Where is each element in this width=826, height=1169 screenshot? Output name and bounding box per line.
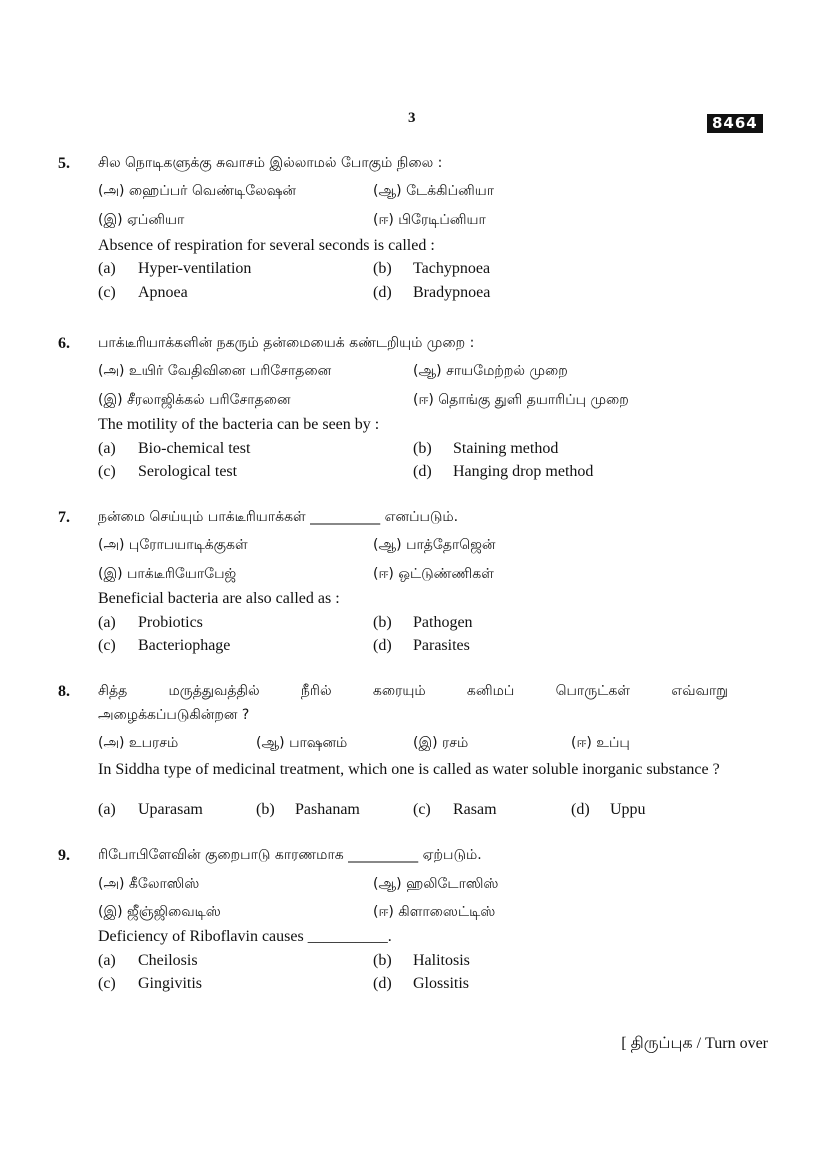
option-label-b: (b): [413, 440, 432, 457]
option-label-d: (d): [413, 463, 432, 480]
option-label-a: (a): [98, 614, 116, 631]
option-text-a: Bio-chemical test: [138, 440, 251, 457]
option-tamil-b: (ஆ) சாயமேற்றல் முறை: [413, 363, 568, 379]
option-label-b: (b): [373, 614, 392, 631]
question-number: 5.: [58, 155, 70, 172]
option-tamil-c: (இ) சீரலாஜிக்கல் பரிசோதனை: [98, 392, 291, 408]
question-number: 8.: [58, 683, 70, 700]
option-tamil-b: (ஆ) பாஷனம்: [256, 735, 348, 751]
question-stem-english: In Siddha type of medicinal treatment, which one is called as water soluble inorganic substance ?: [98, 761, 720, 778]
option-text-b: Pathogen: [413, 614, 473, 631]
option-tamil-d: (ஈ) ஒட்டுண்ணிகள்: [373, 566, 494, 582]
option-label-c: (c): [98, 975, 116, 992]
question-number: 7.: [58, 509, 70, 526]
option-tamil-c: (இ) ரசம்: [413, 735, 469, 751]
option-text-c: Serological test: [138, 463, 238, 480]
option-label-b: (b): [373, 260, 392, 277]
option-tamil-d: (ஈ) தொங்கு துளி தயாரிப்பு முறை: [413, 392, 629, 408]
option-label-a: (a): [98, 260, 116, 277]
option-label-b: (b): [256, 801, 275, 818]
option-tamil-d: (ஈ) உப்பு: [571, 735, 630, 751]
option-label-d: (d): [373, 637, 392, 654]
question-stem-tamil-line2: அழைக்கப்படுகின்றன ?: [98, 707, 250, 723]
question-stem-tamil: பாக்டீரியாக்களின் நகரும் தன்மையைக் கண்டறியும் முறை :: [98, 335, 475, 351]
option-tamil-a: (அ) ஹைப்பர் வெண்டிலேஷன்: [98, 183, 296, 199]
option-tamil-a: (அ) புரோபயாடிக்குகள்: [98, 537, 248, 553]
option-label-d: (d): [373, 975, 392, 992]
question-stem-english: Beneficial bacteria are also called as :: [98, 590, 340, 607]
question-stem-english: The motility of the bacteria can be seen by :: [98, 416, 380, 433]
option-label-a: (a): [98, 440, 116, 457]
question-number: 9.: [58, 847, 70, 864]
option-text-b: Halitosis: [413, 952, 470, 969]
option-tamil-a: (அ) உபரசம்: [98, 735, 179, 751]
option-label-c: (c): [413, 801, 431, 818]
option-label-c: (c): [98, 463, 116, 480]
option-text-a: Hyper-ventilation: [138, 260, 252, 277]
option-tamil-b: (ஆ) ஹலிடோஸிஸ்: [373, 876, 499, 892]
paper-code-badge: 8464: [707, 114, 763, 133]
option-text-d: Uppu: [610, 801, 646, 818]
option-tamil-c: (இ) ஏப்னியா: [98, 212, 185, 228]
question-stem-tamil: ரிபோபிளேவின் குறைபாடு காரணமாக __________ ஏற்படும்.: [98, 847, 482, 863]
question-number: 6.: [58, 335, 70, 352]
option-text-b: Staining method: [453, 440, 559, 457]
option-tamil-d: (ஈ) பிரேடிப்னியா: [373, 212, 486, 228]
option-text-c: Rasam: [453, 801, 497, 818]
option-label-c: (c): [98, 637, 116, 654]
option-text-c: Gingivitis: [138, 975, 203, 992]
option-tamil-c: (இ) பாக்டீரியோபேஜ்: [98, 566, 237, 582]
turn-over-footer: [ திருப்புக / Turn over: [621, 1035, 768, 1052]
question-stem-tamil-line1: சித்த மருத்துவத்தில் நீரில் கரையும் கனிமப் பொருட்கள் எவ்வாறு: [98, 683, 728, 699]
option-tamil-b: (ஆ) டேக்கிப்னியா: [373, 183, 495, 199]
question-stem-tamil: சில நொடிகளுக்கு சுவாசம் இல்லாமல் போகும் நிலை :: [98, 155, 443, 171]
option-text-a: Cheilosis: [138, 952, 198, 969]
option-text-c: Bacteriophage: [138, 637, 231, 654]
option-tamil-a: (அ) உயிர் வேதிவினை பரிசோதனை: [98, 363, 332, 379]
option-tamil-a: (அ) கீலோஸிஸ்: [98, 876, 200, 892]
option-label-d: (d): [373, 284, 392, 301]
option-label-b: (b): [373, 952, 392, 969]
option-tamil-b: (ஆ) பாத்தோஜென்: [373, 537, 496, 553]
option-text-a: Probiotics: [138, 614, 203, 631]
option-label-a: (a): [98, 801, 116, 818]
question-stem-english: Deficiency of Riboflavin causes __________.: [98, 928, 392, 945]
option-text-d: Hanging drop method: [453, 463, 594, 480]
option-text-b: Pashanam: [295, 801, 360, 818]
option-tamil-d: (ஈ) கிளாஸைட்டிஸ்: [373, 904, 496, 920]
option-label-a: (a): [98, 952, 116, 969]
option-label-c: (c): [98, 284, 116, 301]
option-text-b: Tachypnoea: [413, 260, 491, 277]
option-text-c: Apnoea: [138, 284, 188, 301]
question-stem-english: Absence of respiration for several seconds is called :: [98, 237, 435, 254]
page-number: 3: [408, 110, 416, 126]
question-stem-tamil: நன்மை செய்யும் பாக்டீரியாக்கள் __________ எனப்படும்.: [98, 509, 459, 525]
option-text-d: Bradypnoea: [413, 284, 491, 301]
option-text-d: Parasites: [413, 637, 470, 654]
option-tamil-c: (இ) ஜீஞ்ஜிவைடிஸ்: [98, 904, 221, 920]
option-text-d: Glossitis: [413, 975, 470, 992]
option-label-d: (d): [571, 801, 590, 818]
option-text-a: Uparasam: [138, 801, 203, 818]
